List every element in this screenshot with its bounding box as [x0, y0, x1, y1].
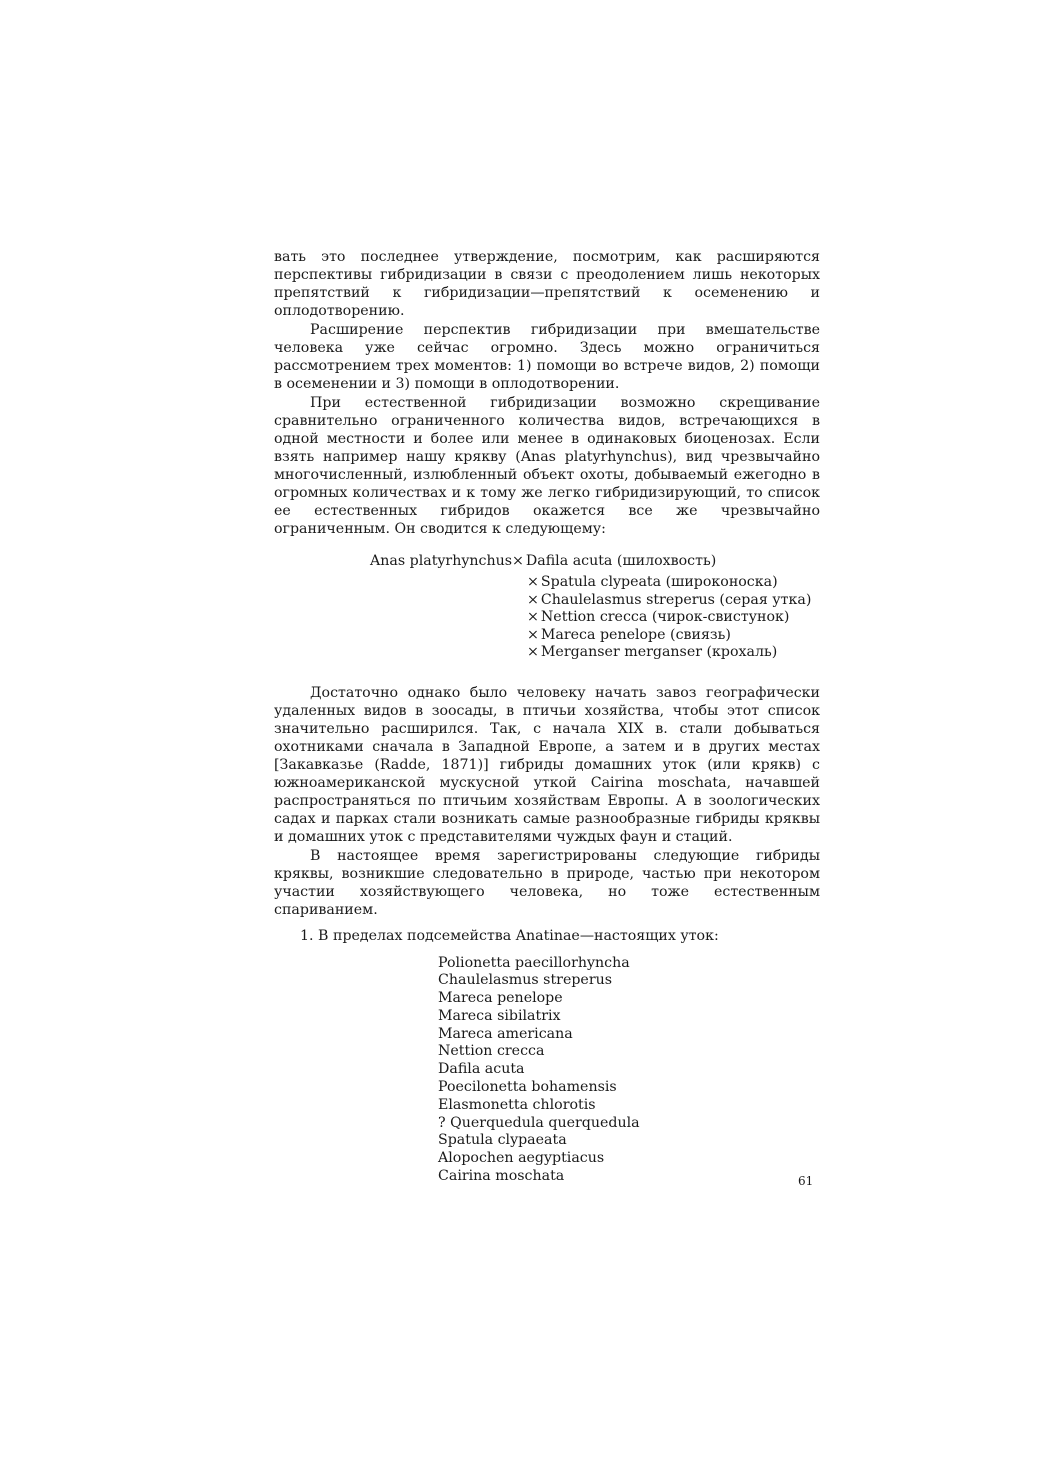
cross-sign: × [527, 644, 539, 660]
section-heading-anatinae: 1. В пределах подсемейства Anatinae—настоящих уток: [300, 927, 719, 944]
cross-list-item: × Spatula clypeata (широконоска) [527, 574, 778, 590]
cross-list-item: × Nettion crecca (чирок-свистунок) [527, 609, 790, 625]
cross-list [274, 552, 820, 662]
paragraph-geographic-import: Достаточно однако было человеку начать завоз географически удаленных видов в зоосады, в птичьи хозяйства, чтобы этот список значительно расширился. Так, с начала XIX в. стали добываться охотниками сначала в Западной Европе, а затем и в других местах [Закавказье (Radde, 1871)] гибриды домашних уток (или крякв) с южноамериканской мускусной уткой Cairina moschata, начавшей распространяться по птичьим хозяйствам Европы. А в зоологических садах и парках стали возникать самые разнообразные гибриды кряквы и домашних уток с представителями чуждых фаун и стаций. [274, 684, 820, 845]
paragraph-natural-hybridization: При естественной гибридизации возможно скрещивание сравнительно ограниченного количества видов, встречающихся в одной местности и более или менее в одинаковых биоценозах. Если взять например нашу крякву (Anas platyrhynchus), вид чрезвычайно многочисленный, излюбленный объект охоты, добываемый ежегодно в огромных количествах и к тому же легко гибридизирующий, то список ее естественных гибридов окажется все же чрезвычайно ограниченным. Он сводится к следующему: [274, 395, 820, 537]
species-item: Elasmonetta chlorotis [438, 1096, 596, 1113]
species-item: Mareca americana [438, 1025, 573, 1042]
paragraph-continuation: вать это последнее утверждение, посмотрим, как расширяются перспективы гибридизации в связи с преодолением лишь некоторых препятствий к гибридизации—препятствий к осеменению и оплодотворению. [274, 249, 820, 319]
species-item: Alopochen aegyptiacus [438, 1150, 605, 1167]
cross-list-item: × Merganser merganser (крохаль) [527, 644, 778, 660]
species-item: Polionetta paecillorhyncha [438, 954, 630, 971]
species-item: Spatula clypaeata [438, 1132, 567, 1149]
species-item: ? Querquedula querquedula [438, 1114, 640, 1131]
species-item: Mareca penelope [438, 990, 563, 1007]
species-item: Poecilonetta bohamensis [438, 1079, 617, 1096]
species-item: Mareca sibilatrix [438, 1007, 561, 1024]
cross-first-species: Dafila acuta (шилохвость) [525, 553, 717, 569]
cross-sign: × [527, 574, 539, 590]
cross-sign: × [527, 591, 539, 608]
species-item: Chaulelasmus streperus [438, 972, 613, 989]
cross-sign: × [512, 553, 524, 569]
paragraph-registered-hybrids: В настоящее время зарегистрированы следующие гибриды кряквы, возникшие следовательно в природе, частью при некотором участии хозяйствующего человека, но тоже естественным спариванием. [274, 847, 820, 918]
cross-sign: × [527, 626, 539, 643]
cross-list-items [274, 574, 820, 662]
document-page [274, 248, 820, 1186]
cross-sign: × [527, 609, 539, 625]
cross-base-species: Anas platyrhynchus [370, 553, 512, 569]
paragraph-human-intervention: Расширение перспектив гибридизации при вмешательстве человека уже сейчас огромно. Здесь можно ограничиться рассмотрением трех моментов: 1) помощи во встрече видов, 2) помощи в осеменении и 3) помощи в оплодотворении. [274, 322, 820, 392]
page-number: 61 [798, 1174, 814, 1188]
cross-list-item: × Mareca penelope (свиязь) [527, 626, 731, 643]
cross-list-item: × Chaulelasmus streperus (серая утка) [527, 591, 812, 608]
species-list [274, 955, 820, 1186]
species-item: Cairina moschata [438, 1168, 565, 1185]
species-item: Dafila acuta [438, 1061, 525, 1078]
species-item: Nettion crecca [438, 1043, 545, 1060]
cross-list-head [274, 552, 820, 570]
